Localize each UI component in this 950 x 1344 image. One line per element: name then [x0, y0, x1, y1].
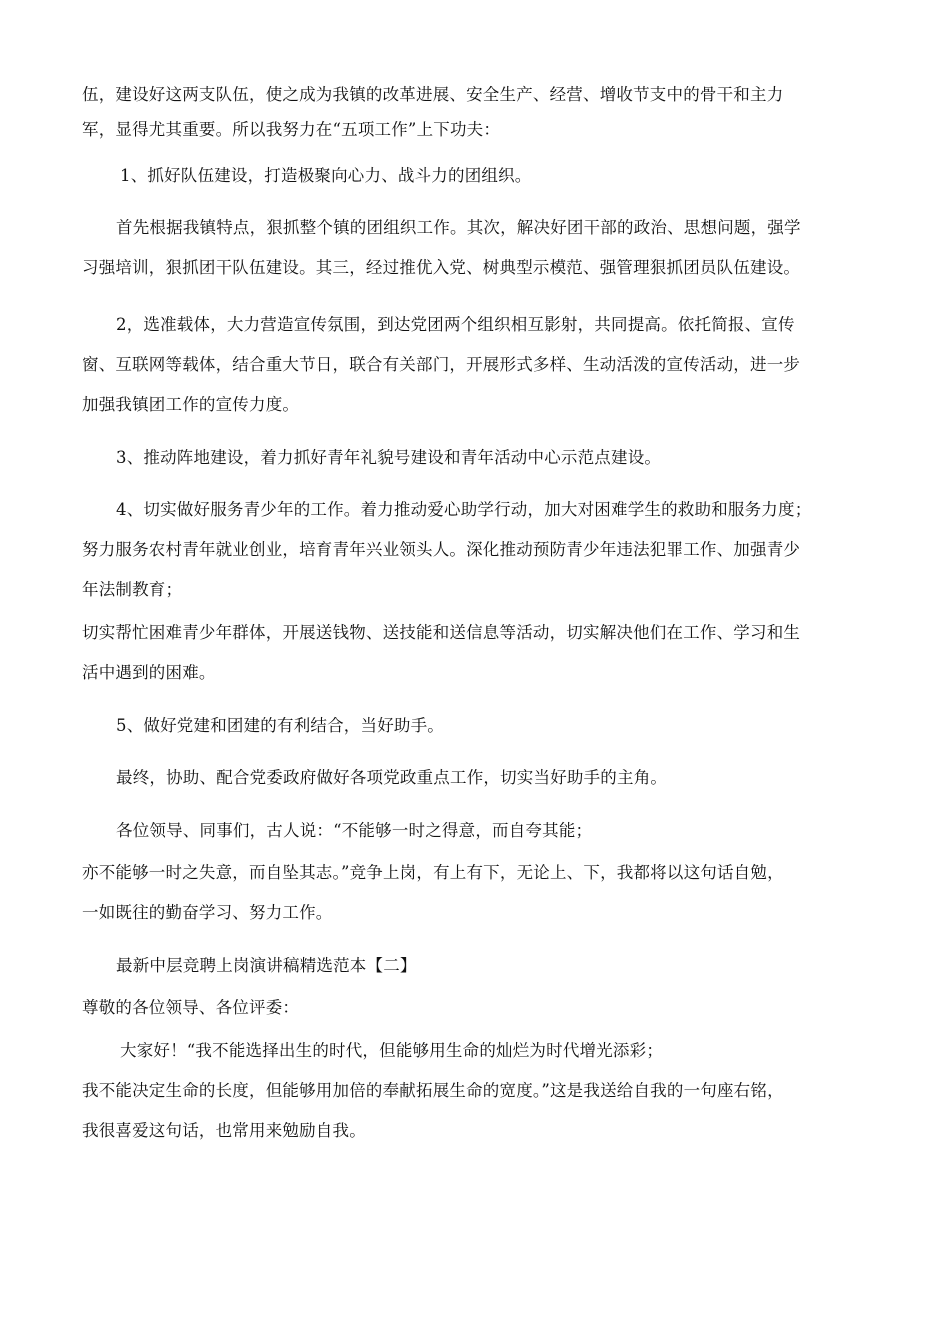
- text-line: 我不能决定生命的长度，但能够用加倍的奉献拓展生命的宽度。”这是我送给自我的一句座右铭，: [82, 1081, 784, 1100]
- salutation: 尊敬的各位领导、各位评委：: [82, 998, 300, 1017]
- text-line: 我很喜爱这句话，也常用来勉励自我。: [82, 1121, 366, 1140]
- list-item: 1、抓好队伍建设，打造极聚向心力、战斗力的团组织。: [120, 166, 532, 185]
- list-item: 4、切实做好服务青少年的工作。着力推动爱心助学行动，加大对困难学生的救助和服务力度；: [116, 500, 812, 519]
- text-line: 亦不能够一时之失意，而自坠其志。”竞争上岗，有上有下，无论上、下，我都将以这句话自勉，: [82, 863, 784, 882]
- text-line: 窗、互联网等载体，结合重大节日，联合有关部门，开展形式多样、生动活泼的宣传活动，进一步: [82, 355, 801, 374]
- text-line: 军，显得尤其重要。所以我努力在“五项工作”上下功夫：: [82, 120, 501, 139]
- list-item: 3、推动阵地建设，着力抓好青年礼貌号建设和青年活动中心示范点建设。: [116, 448, 662, 467]
- paragraph-line: 大家好！“我不能选择出生的时代，但能够用生命的灿烂为时代增光添彩；: [120, 1041, 664, 1060]
- text-line: 切实帮忙困难青少年群体，开展送钱物、送技能和送信息等活动，切实解决他们在工作、学习和生: [82, 623, 801, 642]
- section-heading: 最新中层竞聘上岗演讲稿精选范本【二】: [116, 956, 417, 975]
- text-line: 习强培训，狠抓团干队伍建设。其三，经过推优入党、树典型示模范、强管理狠抓团员队伍建设。: [82, 258, 801, 277]
- paragraph-line: 各位领导、同事们，古人说：“不能够一时之得意，而自夸其能；: [116, 821, 593, 840]
- list-item: 2，选准载体，大力营造宣传氛围，到达党团两个组织相互影射，共同提高。依托简报、宣传: [116, 315, 795, 334]
- text-line: 努力服务农村青年就业创业，培育青年兴业领头人。深化推动预防青少年违法犯罪工作、加强青少: [82, 540, 801, 559]
- text-line: 加强我镇团工作的宣传力度。: [82, 395, 300, 414]
- paragraph-line: 最终，协助、配合党委政府做好各项党政重点工作，切实当好助手的主角。: [116, 768, 668, 787]
- text-line: 活中遇到的困难。: [82, 663, 216, 682]
- list-item: 5、做好党建和团建的有利结合，当好助手。: [116, 716, 444, 735]
- paragraph-line: 首先根据我镇特点，狠抓整个镇的团组织工作。其次，解决好团干部的政治、思想问题，强学: [116, 218, 801, 237]
- text-line: 年法制教育；: [82, 580, 183, 599]
- text-line: 伍，建设好这两支队伍，使之成为我镇的改革进展、安全生产、经营、增收节支中的骨干和主力: [82, 85, 784, 104]
- text-line: 一如既往的勤奋学习、努力工作。: [82, 903, 333, 922]
